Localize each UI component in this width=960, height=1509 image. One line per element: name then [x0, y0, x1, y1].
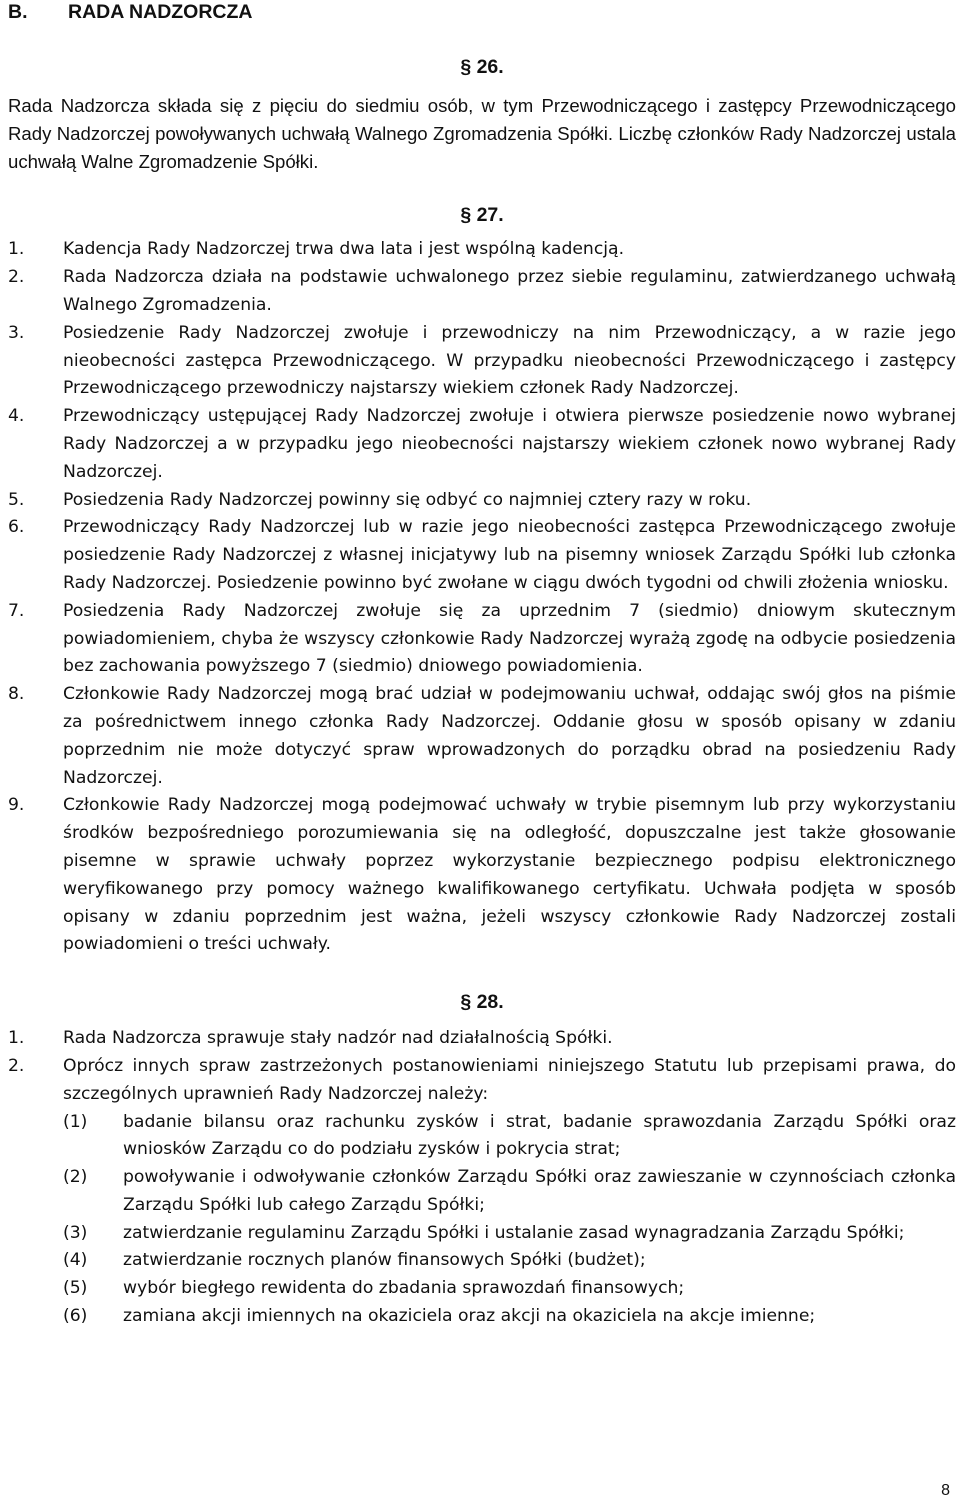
- paragraph-27-list: [8, 236, 956, 959]
- item-number: 5.: [8, 489, 25, 510]
- item-text: Przewodniczący ustępującej Rady Nadzorczej zwołuje i otwiera pierwsze posiedzenie nowo wybranej Rady Nadzorczej a w przypadku jego nieobecności najstarszy wiekiem członek nowo wybranej Rady Nadzorczej.: [63, 406, 956, 482]
- paragraph-mark-28: § 28.: [460, 991, 504, 1014]
- sub-item-number: (3): [63, 1222, 88, 1243]
- item-text: Oprócz innych spraw zastrzeżonych postanowieniami niniejszego Statutu lub przepisami prawa, do szczególnych uprawnień Rady Nadzorczej należy:: [63, 1055, 956, 1104]
- sub-list-item: [8, 1275, 956, 1303]
- item-number: 2.: [8, 267, 25, 288]
- section-heading: [8, 0, 956, 26]
- sub-item-text: wybór biegłego rewidenta do zbadania sprawozdań finansowych;: [123, 1278, 685, 1299]
- item-number: 7.: [8, 600, 25, 621]
- sub-item-number: (5): [63, 1278, 88, 1299]
- list-item: [8, 1053, 956, 1109]
- item-text: Członkowie Rady Nadzorczej mogą brać udział w podejmowaniu uchwał, oddając swój głos na piśmie za pośrednictwem innego członka Rady Nadzorczej. Oddanie głosu w sposób opisany w zdaniu poprzednim nie może dotyczyć spraw wprowadzonych do porządku obrad na posiedzeniu Rady Nadzorczej.: [63, 684, 956, 788]
- sub-item-text: powoływanie i odwoływanie członków Zarządu Spółki oraz zawieszanie w czynnościach członka Zarządu Spółki lub całego Zarządu Spółki;: [123, 1167, 956, 1215]
- list-item: [8, 320, 956, 403]
- sub-list-item: [8, 1247, 956, 1275]
- sub-item-number: (2): [63, 1167, 88, 1188]
- item-number: 9.: [8, 795, 25, 816]
- sub-list-item: [8, 1109, 956, 1165]
- sub-list-item: [8, 1220, 956, 1248]
- item-text: Członkowie Rady Nadzorczej mogą podejmować uchwały w trybie pisemnym lub przy wykorzystaniu środków bezpośredniego porozumiewania się na odległość, dopuszczalne jest także głosowanie pisemne w sprawie uchwały poprzez wykorzystanie bezpiecznego podpisu elektronicznego weryfikowanego przy pomocy ważnego kwalifikowanego certyfikatu. Uchwała podjęta w sposób opisany w zdaniu poprzednim jest ważna, jeżeli wszyscy członkowie Rady Nadzorczej zostali powiadomieni o treści uchwały.: [63, 795, 956, 955]
- item-text: Rada Nadzorcza sprawuje stały nadzór nad działalnością Spółki.: [63, 1028, 613, 1049]
- paragraph-mark-26: § 26.: [460, 56, 504, 78]
- sub-list-item: [8, 1303, 956, 1331]
- section-title: RADA NADZORCZA: [68, 1, 253, 23]
- list-item: [8, 487, 956, 515]
- list-item: [8, 681, 956, 792]
- paragraph-26-text: Rada Nadzorcza składa się z pięciu do siedmiu osób, w tym Przewodniczącego i zastępcy Przewodniczącego Rady Nadzorczej powoływanych uchwałą Walnego Zgromadzenia Spółki. Liczbę członków Rady Nadzorczej ustala uchwałą Walne Zgromadzenie Spółki.: [8, 95, 956, 172]
- sub-item-text: badanie bilansu oraz rachunku zysków i strat, badanie sprawozdania Zarządu Spółki oraz wniosków Zarządu co do podziału zysków i pokrycia strat;: [123, 1111, 956, 1160]
- sub-item-number: (1): [63, 1111, 88, 1132]
- list-item: [8, 236, 956, 264]
- list-item: [8, 598, 956, 681]
- item-text: Posiedzenia Rady Nadzorczej zwołuje się za uprzednim 7 (siedmio) dniowym skutecznym powiadomieniem, chyba że wszyscy członkowie Rady Nadzorczej wyrażą zgodę na odbycie posiedzenia bez zachowania powyższego 7 (siedmio) dniowego powiadomienia.: [63, 600, 956, 677]
- list-item: [8, 403, 956, 486]
- sub-item-text: zatwierdzanie regulaminu Zarządu Spółki i ustalanie zasad wynagradzania Zarządu Spółki;: [123, 1222, 905, 1243]
- sub-item-number: (4): [63, 1250, 88, 1271]
- sub-item-text: zamiana akcji imiennych na okaziciela oraz akcji na okaziciela na akcje imienne;: [123, 1306, 816, 1327]
- sub-item-text: zatwierdzanie rocznych planów finansowych Spółki (budżet);: [123, 1250, 646, 1271]
- sub-item-number: (6): [63, 1306, 88, 1327]
- page-number: 8: [941, 1482, 950, 1500]
- item-number: 8.: [8, 684, 25, 705]
- item-text: Rada Nadzorcza działa na podstawie uchwalonego przez siebie regulaminu, zatwierdzanego uchwałą Walnego Zgromadzenia.: [63, 267, 956, 315]
- list-item: [8, 792, 956, 959]
- item-number: 1.: [8, 239, 25, 260]
- document-page: [8, 0, 956, 1331]
- list-item: [8, 514, 956, 597]
- item-text: Przewodniczący Rady Nadzorczej lub w razie jego nieobecności zastępca Przewodniczącego zwołuje posiedzenie Rady Nadzorczej z własnej inicjatywy lub na pisemny wniosek Zarządu Spółki lub członka Rady Nadzorczej. Posiedzenie powinno być zwołane w ciągu dwóch tygodni od chwili złożenia wniosku.: [63, 517, 956, 593]
- list-item: [8, 264, 956, 320]
- item-number: 1.: [8, 1028, 25, 1049]
- item-number: 4.: [8, 406, 25, 427]
- item-number: 6.: [8, 517, 25, 538]
- sub-list-item: [8, 1164, 956, 1220]
- paragraph-28-list: [8, 1025, 956, 1331]
- paragraph-mark-27: § 27.: [460, 204, 504, 227]
- section-letter: B.: [8, 1, 28, 23]
- item-text: Posiedzenie Rady Nadzorczej zwołuje i przewodniczy na nim Przewodniczący, a w razie jego nieobecności zastępca Przewodniczącego. W przypadku nieobecności Przewodniczącego i zastępcy Przewodniczącego przewodniczy najstarszy wiekiem członek Rady Nadzorczej.: [63, 322, 956, 399]
- item-text: Posiedzenia Rady Nadzorczej powinny się odbyć co najmniej cztery razy w roku.: [63, 489, 752, 510]
- item-text: Kadencja Rady Nadzorczej trwa dwa lata i jest wspólną kadencją.: [63, 239, 625, 260]
- item-number: 2.: [8, 1055, 25, 1076]
- list-item: [8, 1025, 956, 1053]
- item-number: 3.: [8, 322, 25, 343]
